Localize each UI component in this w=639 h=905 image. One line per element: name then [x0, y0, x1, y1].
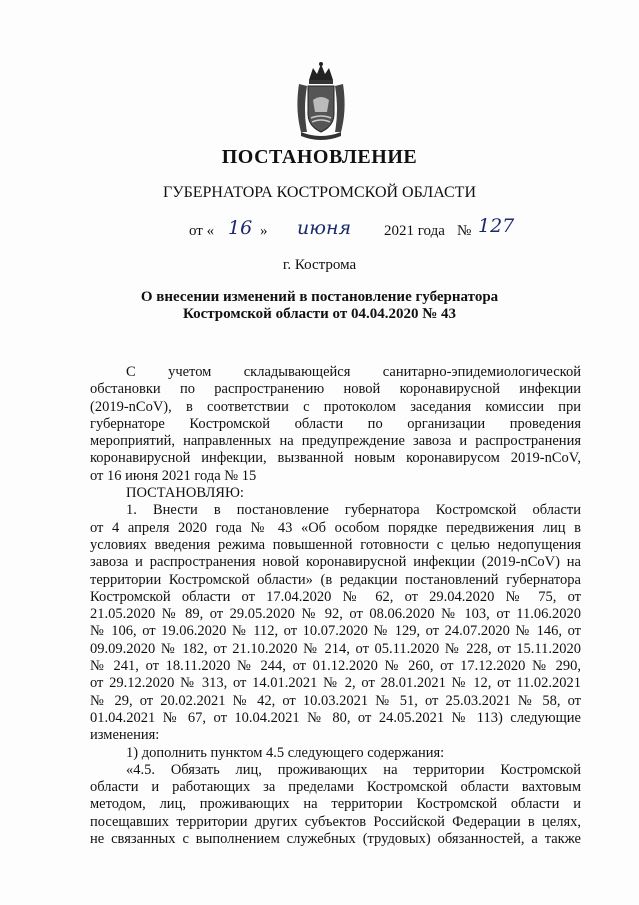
body-line: от 29.12.2020 № 313, от 14.01.2021 № 2, от 28.01.2021 № 12, от 11.02.2021 [90, 675, 581, 692]
city: г. Кострома [282, 257, 357, 273]
body-line: 01.04.2021 № 67, от 10.04.2021 № 80, от 24.05.2021 № 113) следующие [90, 709, 581, 726]
date-prefix: от « [189, 223, 215, 239]
date-year: 2021 года [384, 223, 445, 239]
heading-line-1: О внесении изменений в постановление губернатора [140, 289, 499, 305]
body-line: завоза и распространения новой коронавирусной инфекции (2019-nCoV) на [90, 554, 581, 571]
body-line: методом, лиц, проживающих на территории Костромской области и [90, 796, 581, 813]
body-line: посещавших территории других субъектов Российской Федерации в целях, [90, 813, 581, 830]
document-heading [0, 289, 639, 323]
date-month-handwritten: июня [297, 217, 352, 239]
body-line: не связанных с выполнением служебных (трудовых) обязанностей, а также [90, 831, 581, 848]
body-line: от 4 апреля 2020 года № 43 «Об особом порядке передвижения лиц в [90, 519, 581, 536]
body-line: 1. Внести в постановление губернатора Костромской области [126, 502, 581, 519]
document-type-title: ПОСТАНОВЛЕНИЕ [221, 146, 418, 168]
body-line: коронавирусной инфекции, вызванной новым коронавирусом 2019-nCoV, [90, 450, 581, 467]
body-line: № 29, от 20.02.2021 № 42, от 10.03.2021 № 51, от 25.03.2021 № 58, от [90, 692, 581, 709]
body-line: Костромской области от 17.04.2020 № 62, от 29.04.2020 № 75, от [90, 588, 581, 605]
body-line: 21.05.2020 № 89, от 29.05.2020 № 92, от 08.06.2020 № 103, от 11.06.2020 [90, 606, 581, 623]
number-sign: № [457, 223, 472, 239]
body-line: территории Костромской области» (в редакции постановлений губернатора [90, 571, 581, 588]
date-close-quote: » [260, 223, 268, 239]
date-line [0, 215, 639, 245]
body-line: № 241, от 18.11.2020 № 244, от 01.12.2020 № 260, от 17.12.2020 № 290, [90, 658, 581, 675]
document-number-handwritten: 127 [478, 215, 515, 237]
coat-of-arms-icon [291, 60, 351, 142]
body-line: от 16 июня 2021 года № 15 [90, 467, 257, 484]
body-line: (2019-nCoV), в соответствии с протоколом заседания комиссии при [90, 398, 581, 415]
body-line: условиях введения режима повышенной готовности с целью недопущения [90, 536, 581, 553]
issuer-title: ГУБЕРНАТОРА КОСТРОМСКОЙ ОБЛАСТИ [162, 184, 476, 201]
body-line: губернаторе Костромской области по организации проведения [90, 415, 581, 432]
body-line: № 106, от 19.06.2020 № 112, от 10.07.2020 № 129, от 24.07.2020 № 146, от [90, 623, 581, 640]
body-line: С учетом складывающейся санитарно-эпидемиологической [126, 364, 581, 380]
body-line: области и работающих за пределами Костромской области вахтовым [90, 779, 581, 796]
body-line: обстановки по распространению новой коронавирусной инфекции [90, 381, 581, 398]
body-line: мероприятий, направленных на предупреждение завоза и распространения [90, 433, 581, 450]
heading-line-2: Костромской области от 04.04.2020 № 43 [182, 306, 457, 322]
date-day-handwritten: 16 [228, 217, 253, 239]
body-line: 1) дополнить пунктом 4.5 следующего содержания: [126, 744, 445, 761]
document-body [90, 364, 581, 848]
body-line: изменения: [90, 727, 160, 744]
body-line: «4.5. Обязать лиц, проживающих на территории Костромской [126, 761, 581, 778]
body-line: 09.09.2020 № 182, от 21.10.2020 № 214, от 05.11.2020 № 228, от 15.11.2020 [90, 640, 581, 657]
resolution-word: ПОСТАНОВЛЯЮ: [126, 485, 244, 502]
